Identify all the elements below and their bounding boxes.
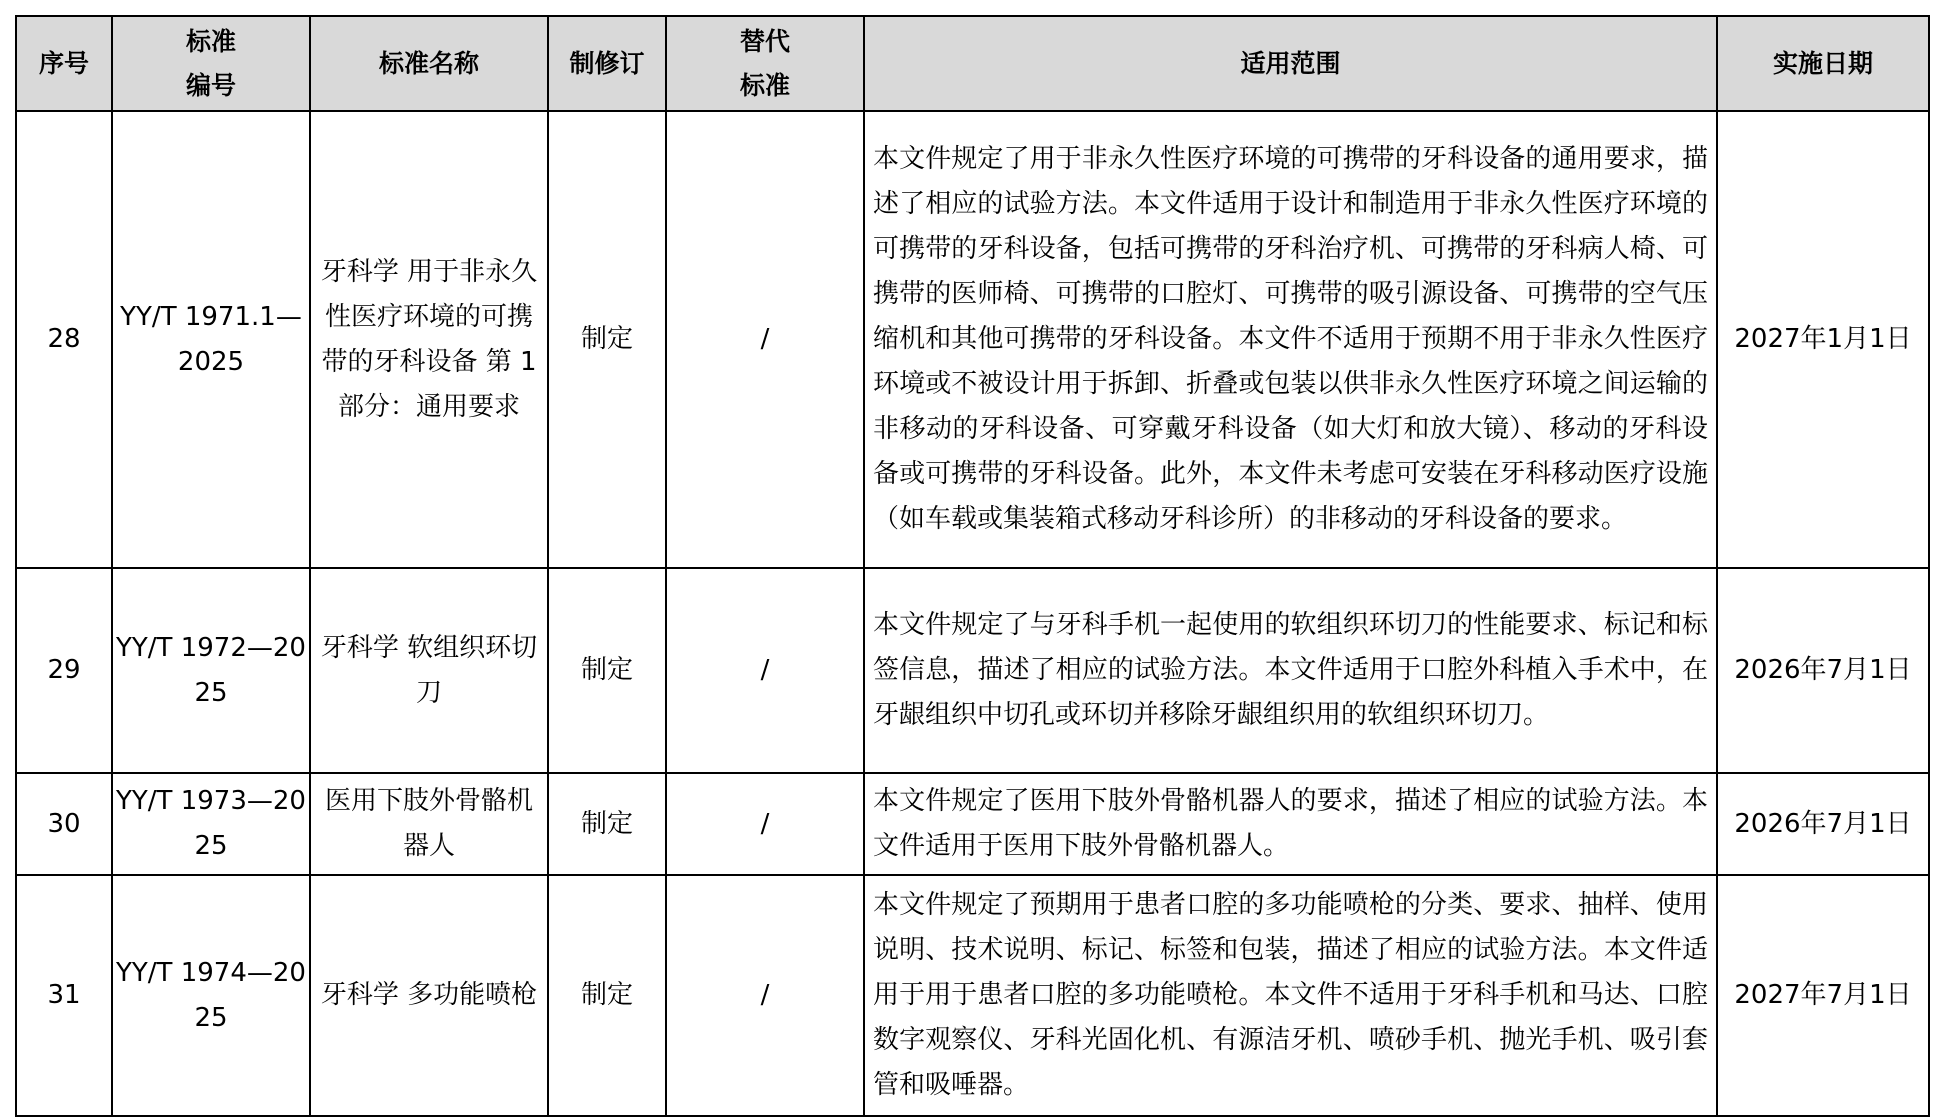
table-row xyxy=(16,875,1929,1116)
cell-seq: 30 xyxy=(16,773,112,875)
cell-code: YY/T 1973—2025 xyxy=(112,773,310,875)
header-code: 标准 编号 xyxy=(112,16,310,111)
table-row xyxy=(16,773,1929,875)
table-header-row xyxy=(16,16,1929,111)
cell-scope: 本文件规定了预期用于患者口腔的多功能喷枪的分类、要求、抽样、使用说明、技术说明、标记、标签和包装，描述了相应的试验方法。本文件适用于用于患者口腔的多功能喷枪。本文件不适用于牙科手机和马达、口腔数字观察仪、牙科光固化机、有源洁牙机、喷砂手机、抛光手机、吸引套管和吸唾器。 xyxy=(864,875,1717,1116)
cell-date: 2026年7月1日 xyxy=(1717,773,1929,875)
header-revise: 制修订 xyxy=(548,16,666,111)
cell-seq: 31 xyxy=(16,875,112,1116)
cell-name: 牙科学 多功能喷枪 xyxy=(310,875,548,1116)
header-date: 实施日期 xyxy=(1717,16,1929,111)
table-row xyxy=(16,111,1929,568)
cell-scope: 本文件规定了与牙科手机一起使用的软组织环切刀的性能要求、标记和标签信息，描述了相应的试验方法。本文件适用于口腔外科植入手术中，在牙龈组织中切孔或环切并移除牙龈组织用的软组织环切刀。 xyxy=(864,568,1717,773)
header-seq: 序号 xyxy=(16,16,112,111)
cell-replace: / xyxy=(666,773,864,875)
cell-seq: 29 xyxy=(16,568,112,773)
header-replace: 替代 标准 xyxy=(666,16,864,111)
cell-replace: / xyxy=(666,568,864,773)
cell-revise: 制定 xyxy=(548,568,666,773)
cell-name: 牙科学 软组织环切刀 xyxy=(310,568,548,773)
cell-replace: / xyxy=(666,875,864,1116)
cell-date: 2026年7月1日 xyxy=(1717,568,1929,773)
cell-name: 医用下肢外骨骼机器人 xyxy=(310,773,548,875)
cell-scope: 本文件规定了医用下肢外骨骼机器人的要求，描述了相应的试验方法。本文件适用于医用下肢外骨骼机器人。 xyxy=(864,773,1717,875)
cell-date: 2027年1月1日 xyxy=(1717,111,1929,568)
cell-code: YY/T 1971.1—2025 xyxy=(112,111,310,568)
cell-scope: 本文件规定了用于非永久性医疗环境的可携带的牙科设备的通用要求，描述了相应的试验方法。本文件适用于设计和制造用于非永久性医疗环境的可携带的牙科设备，包括可携带的牙科治疗机、可携带的牙科病人椅、可携带的医师椅、可携带的口腔灯、可携带的吸引源设备、可携带的空气压缩机和其他可携带的牙科设备。本文件不适用于预期不用于非永久性医疗环境或不被设计用于拆卸、折叠或包装以供非永久性医疗环境之间运输的非移动的牙科设备、可穿戴牙科设备（如大灯和放大镜）、移动的牙科设备或可携带的牙科设备。此外，本文件未考虑可安装在牙科移动医疗设施（如车载或集装箱式移动牙科诊所）的非移动的牙科设备的要求。 xyxy=(864,111,1717,568)
cell-replace: / xyxy=(666,111,864,568)
header-scope: 适用范围 xyxy=(864,16,1717,111)
cell-code: YY/T 1974—2025 xyxy=(112,875,310,1116)
cell-revise: 制定 xyxy=(548,773,666,875)
table-row xyxy=(16,568,1929,773)
cell-seq: 28 xyxy=(16,111,112,568)
header-name: 标准名称 xyxy=(310,16,548,111)
cell-name: 牙科学 用于非永久性医疗环境的可携带的牙科设备 第 1 部分：通用要求 xyxy=(310,111,548,568)
standards-table xyxy=(15,15,1930,1117)
cell-revise: 制定 xyxy=(548,111,666,568)
cell-revise: 制定 xyxy=(548,875,666,1116)
cell-code: YY/T 1972—2025 xyxy=(112,568,310,773)
cell-date: 2027年7月1日 xyxy=(1717,875,1929,1116)
